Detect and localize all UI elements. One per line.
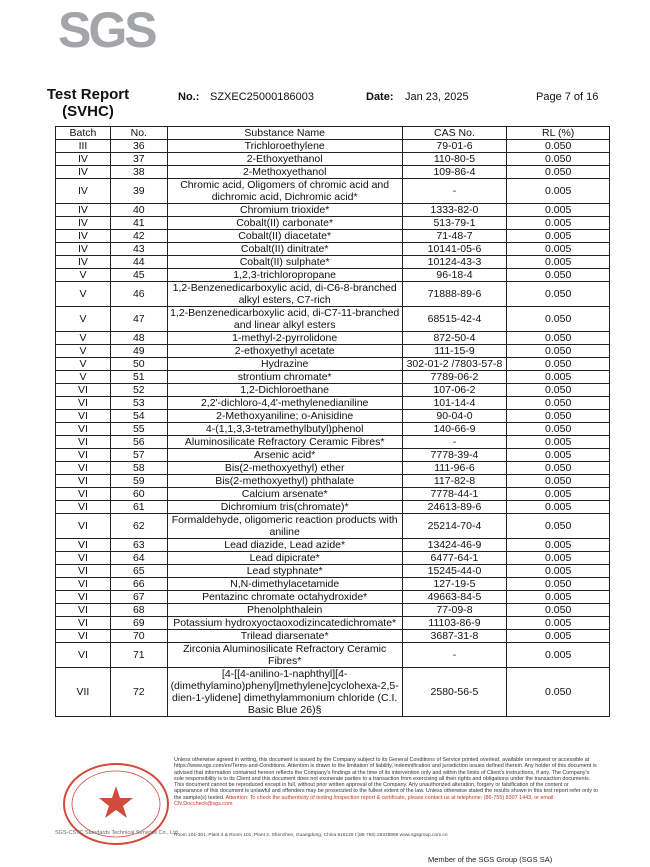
cell-no: 48 [110,332,167,345]
report-title-line1: Test Report [46,86,130,103]
table-row [56,604,610,617]
table-row [56,153,610,166]
cell-cas-no: 10141-05-6 [402,243,507,256]
disclaimer-text: Unless otherwise agreed in writing, this document is issued by the Company subject to its General Conditions of Service printed overleaf, available on request or accessible at https://www.sgs.com/en/Terms-and-Conditions. Attention is drawn to the limitation of liability, indemnification and jurisdiction issues defined therein. Any holder of this document is advised that information contained hereon reflects the Company's findings at the time of its intervention only and within the limits of Client's instructions, if any. The Company's sole responsibility is to its Client and this document does not exonerate parties to a transaction from exercising all their rights and obligations under the transaction documents. This document cannot be reproduced except in full, without prior written approval of the Company. Any unauthorized alteration, forgery or falsification of the content or appearance of this document is unlawful and offenders may be prosecuted to the fullest extent of the law. Unless otherwise stated the results shown in this test report refer only to the sample(s) tested. [174,757,598,801]
table-row [56,630,610,643]
table-row [56,256,610,269]
cell-rl: 0.005 [507,179,610,204]
cell-batch: IV [56,256,111,269]
cell-cas-no: - [402,436,507,449]
cell-batch: VI [56,565,111,578]
cell-substance-name: 2-Ethoxyethanol [167,153,402,166]
cell-batch: VI [56,630,111,643]
cell-rl: 0.050 [507,307,610,332]
cell-substance-name: 2-Methoxyethanol [167,166,402,179]
cell-cas-no: 101-14-4 [402,397,507,410]
cell-rl: 0.050 [507,153,610,166]
cell-substance-name: Cobalt(II) carbonate* [167,217,402,230]
cell-no: 55 [110,423,167,436]
cell-substance-name: Hydrazine [167,358,402,371]
table-row [56,423,610,436]
cell-rl: 0.050 [507,345,610,358]
cell-rl: 0.050 [507,332,610,345]
cell-batch: IV [56,204,111,217]
cell-substance-name: Trilead diarsenate* [167,630,402,643]
cell-rl: 0.005 [507,488,610,501]
cell-batch: VI [56,475,111,488]
cell-substance-name: 1,2-Benzenedicarboxylic acid, di-C7-11-branched and linear alkyl esters [167,307,402,332]
cell-rl: 0.005 [507,643,610,668]
cell-cas-no: 111-15-9 [402,345,507,358]
cell-no: 61 [110,501,167,514]
cell-substance-name: 1-methyl-2-pyrrolidone [167,332,402,345]
cell-substance-name: Dichromium tris(chromate)* [167,501,402,514]
cell-substance-name: N,N-dimethylacetamide [167,578,402,591]
page-number: Page 7 of 16 [536,91,599,103]
cell-cas-no: 77-09-8 [402,604,507,617]
cell-cas-no: 68515-42-4 [402,307,507,332]
cell-batch: IV [56,230,111,243]
cell-batch: VI [56,462,111,475]
cell-rl: 0.005 [507,256,610,269]
seal-graphic [58,760,176,852]
cell-no: 45 [110,269,167,282]
cell-substance-name: strontium chromate* [167,371,402,384]
cell-no: 42 [110,230,167,243]
cell-no: 50 [110,358,167,371]
cell-substance-name: Aluminosilicate Refractory Ceramic Fibres* [167,436,402,449]
cell-rl: 0.005 [507,217,610,230]
cell-cas-no: 117-82-8 [402,475,507,488]
report-date-value: Jan 23, 2025 [405,91,469,103]
cell-batch: IV [56,166,111,179]
cell-no: 44 [110,256,167,269]
cell-no: 63 [110,539,167,552]
table-row [56,217,610,230]
cell-batch: VI [56,578,111,591]
cell-no: 64 [110,552,167,565]
cell-no: 47 [110,307,167,332]
cell-batch: VI [56,617,111,630]
cell-rl: 0.050 [507,140,610,153]
cell-cas-no: 90-04-0 [402,410,507,423]
cell-batch: V [56,345,111,358]
table-row [56,269,610,282]
table-row [56,204,610,217]
cell-no: 52 [110,384,167,397]
cell-rl: 0.050 [507,358,610,371]
cell-no: 43 [110,243,167,256]
cell-no: 37 [110,153,167,166]
cell-substance-name: Calcium arsenate* [167,488,402,501]
table-row [56,358,610,371]
cell-rl: 0.050 [507,423,610,436]
cell-rl: 0.005 [507,552,610,565]
report-title [33,86,143,120]
header-no: No. [110,127,167,140]
sgs-member-note: Member of the SGS Group (SGS SA) [428,855,553,864]
table-row [56,488,610,501]
cell-batch: VI [56,423,111,436]
cell-cas-no: 15245-44-0 [402,565,507,578]
cell-substance-name: Potassium hydroxyoctaoxodizincatedichromate* [167,617,402,630]
cell-batch: VI [56,643,111,668]
cell-substance-name: [4-[[4-anilino-1-naphthyl][4-(dimethylamino)phenyl]methylene]cyclohexa-2,5-dien-1-ylidene] dimethylammonium chloride (C.I. Basic Blue 26)§ [167,668,402,717]
cell-rl: 0.050 [507,166,610,179]
table-row [56,449,610,462]
cell-cas-no: 7789-06-2 [402,371,507,384]
cell-no: 62 [110,514,167,539]
table-row [56,668,610,717]
cell-substance-name: Bis(2-methoxyethyl) ether [167,462,402,475]
footer-company: SGS-CSTC Standards Technical Services Co., Ltd. [55,830,180,836]
table-row [56,591,610,604]
cell-cas-no: - [402,643,507,668]
table-row [56,332,610,345]
cell-batch: VII [56,668,111,717]
table-row [56,514,610,539]
cell-substance-name: Pentazinc chromate octahydroxide* [167,591,402,604]
header-rl: RL (%) [507,127,610,140]
svhc-table [55,126,610,717]
cell-substance-name: Bis(2-methoxyethyl) phthalate [167,475,402,488]
cell-substance-name: 1,2,3-trichloropropane [167,269,402,282]
sgs-logo [58,4,158,56]
cell-batch: VI [56,410,111,423]
table-row [56,462,610,475]
cell-no: 68 [110,604,167,617]
cell-no: 72 [110,668,167,717]
cell-batch: III [56,140,111,153]
cell-rl: 0.005 [507,501,610,514]
table-row [56,565,610,578]
cell-substance-name: Cobalt(II) diacetate* [167,230,402,243]
cell-no: 67 [110,591,167,604]
cell-cas-no: 7778-44-1 [402,488,507,501]
cell-batch: V [56,358,111,371]
table-row [56,166,610,179]
cell-batch: V [56,282,111,307]
cell-substance-name: Cobalt(II) sulphate* [167,256,402,269]
cell-substance-name: 2-ethoxyethyl acetate [167,345,402,358]
cell-batch: V [56,269,111,282]
cell-substance-name: 4-(1,1,3,3-tetramethylbutyl)phenol [167,423,402,436]
cell-no: 46 [110,282,167,307]
cell-rl: 0.005 [507,243,610,256]
cell-no: 39 [110,179,167,204]
cell-substance-name: 2,2'-dichloro-4,4'-methylenedianiline [167,397,402,410]
cell-batch: VI [56,539,111,552]
cell-cas-no: 872-50-4 [402,332,507,345]
cell-cas-no: 10124-43-3 [402,256,507,269]
cell-cas-no: 13424-46-9 [402,539,507,552]
cell-substance-name: Zirconia Aluminosilicate Refractory Ceramic Fibres* [167,643,402,668]
cell-cas-no: 1333-82-0 [402,204,507,217]
cell-cas-no: 111-96-6 [402,462,507,475]
cell-rl: 0.050 [507,269,610,282]
cell-rl: 0.050 [507,282,610,307]
cell-rl: 0.050 [507,514,610,539]
table-row [56,475,610,488]
table-row [56,282,610,307]
cell-rl: 0.005 [507,371,610,384]
cell-batch: VI [56,449,111,462]
cell-no: 49 [110,345,167,358]
cell-substance-name: 1,2-Benzenedicarboxylic acid, di-C6-8-branched alkyl esters, C7-rich [167,282,402,307]
cell-batch: VI [56,436,111,449]
cell-rl: 0.005 [507,630,610,643]
cell-batch: VI [56,384,111,397]
cell-batch: VI [56,591,111,604]
cell-batch: VI [56,488,111,501]
cell-batch: V [56,371,111,384]
header-substance-name: Substance Name [167,127,402,140]
cell-cas-no: 140-66-9 [402,423,507,436]
table-row [56,410,610,423]
company-seal [58,760,176,852]
cell-cas-no: 96-18-4 [402,269,507,282]
cell-substance-name: Lead styphnate* [167,565,402,578]
header-batch: Batch [56,127,111,140]
cell-rl: 0.050 [507,462,610,475]
cell-cas-no: 107-06-2 [402,384,507,397]
cell-rl: 0.005 [507,204,610,217]
cell-cas-no: 3687-31-8 [402,630,507,643]
cell-substance-name: 2-Methoxyaniline; o-Anisidine [167,410,402,423]
table-row [56,552,610,565]
footer-disclaimer [174,757,598,807]
cell-cas-no: 11103-86-9 [402,617,507,630]
table-row [56,307,610,332]
sgs-logo-text: SGS [58,2,155,58]
cell-substance-name: Chromium trioxide* [167,204,402,217]
cell-cas-no: 49663-84-5 [402,591,507,604]
cell-no: 53 [110,397,167,410]
cell-no: 60 [110,488,167,501]
cell-no: 70 [110,630,167,643]
cell-rl: 0.005 [507,449,610,462]
cell-cas-no: 7778-39-4 [402,449,507,462]
cell-batch: VI [56,604,111,617]
table-row [56,397,610,410]
cell-cas-no: 6477-64-1 [402,552,507,565]
cell-no: 71 [110,643,167,668]
table-row [56,539,610,552]
cell-no: 65 [110,565,167,578]
cell-batch: VI [56,514,111,539]
cell-no: 54 [110,410,167,423]
cell-rl: 0.050 [507,578,610,591]
report-title-line2: (SVHC) [62,103,114,120]
cell-rl: 0.050 [507,410,610,423]
cell-cas-no: 24613-89-6 [402,501,507,514]
cell-rl: 0.005 [507,565,610,578]
table-row [56,345,610,358]
cell-batch: IV [56,217,111,230]
cell-cas-no: 71-48-7 [402,230,507,243]
table-row [56,179,610,204]
table-row [56,436,610,449]
cell-rl: 0.005 [507,436,610,449]
cell-no: 59 [110,475,167,488]
cell-substance-name: Cobalt(II) dinitrate* [167,243,402,256]
cell-substance-name: Lead diazide, Lead azide* [167,539,402,552]
cell-batch: IV [56,179,111,204]
cell-cas-no: 127-19-5 [402,578,507,591]
cell-rl: 0.050 [507,475,610,488]
cell-batch: VI [56,501,111,514]
cell-substance-name: Arsenic acid* [167,449,402,462]
cell-rl: 0.050 [507,668,610,717]
table-header-row [56,127,610,140]
table-body [56,140,610,717]
cell-rl: 0.050 [507,384,610,397]
table-row [56,617,610,630]
cell-substance-name: Formaldehyde, oligomeric reaction products with aniline [167,514,402,539]
cell-no: 66 [110,578,167,591]
cell-no: 41 [110,217,167,230]
cell-cas-no: 302-01-2 /7803-57-8 [402,358,507,371]
cell-cas-no: 71888-89-6 [402,282,507,307]
cell-batch: V [56,332,111,345]
cell-no: 58 [110,462,167,475]
cell-batch: IV [56,243,111,256]
cell-cas-no: 79-01-6 [402,140,507,153]
cell-cas-no: 513-79-1 [402,217,507,230]
cell-no: 38 [110,166,167,179]
table-row [56,230,610,243]
cell-rl: 0.005 [507,617,610,630]
table-row [56,243,610,256]
report-number-label: No.: [178,91,200,103]
cell-cas-no: 2580-56-5 [402,668,507,717]
cell-no: 40 [110,204,167,217]
table-row [56,140,610,153]
cell-no: 69 [110,617,167,630]
attention-text: Attention: To check the authenticity of testing /inspection report & certificate, please contact us at telephone: (86-755) 8307 1443, or email: CN.Doccheck@sgs.com [174,794,555,808]
cell-substance-name: Lead dipicrate* [167,552,402,565]
cell-batch: VI [56,552,111,565]
header-cas-no: CAS No. [402,127,507,140]
table-row [56,384,610,397]
footer-address: Room 101-301, Plant 4 & Room 101, Plant 2, Shenzhen, Guangdong, China 518129 t (86-755) 25328888 www.sgsgroup.com.cn [174,833,448,838]
cell-substance-name: 1,2-Dichloroethane [167,384,402,397]
cell-cas-no: - [402,179,507,204]
cell-rl: 0.005 [507,539,610,552]
cell-rl: 0.050 [507,397,610,410]
cell-batch: IV [56,153,111,166]
cell-cas-no: 109-86-4 [402,166,507,179]
cell-cas-no: 25214-70-4 [402,514,507,539]
cell-substance-name: Chromic acid, Oligomers of chromic acid and dichromic acid, Dichromic acid* [167,179,402,204]
cell-substance-name: Trichloroethylene [167,140,402,153]
cell-substance-name: Phenolphthalein [167,604,402,617]
table-row [56,578,610,591]
table-row [56,643,610,668]
cell-rl: 0.050 [507,604,610,617]
cell-no: 57 [110,449,167,462]
cell-rl: 0.005 [507,230,610,243]
table-row [56,371,610,384]
cell-batch: V [56,307,111,332]
cell-batch: VI [56,397,111,410]
cell-no: 56 [110,436,167,449]
report-number-value: SZXEC25000186003 [210,91,314,103]
report-date-label: Date: [366,91,394,103]
cell-no: 36 [110,140,167,153]
cell-rl: 0.005 [507,591,610,604]
cell-cas-no: 110-80-5 [402,153,507,166]
table-row [56,501,610,514]
cell-no: 51 [110,371,167,384]
